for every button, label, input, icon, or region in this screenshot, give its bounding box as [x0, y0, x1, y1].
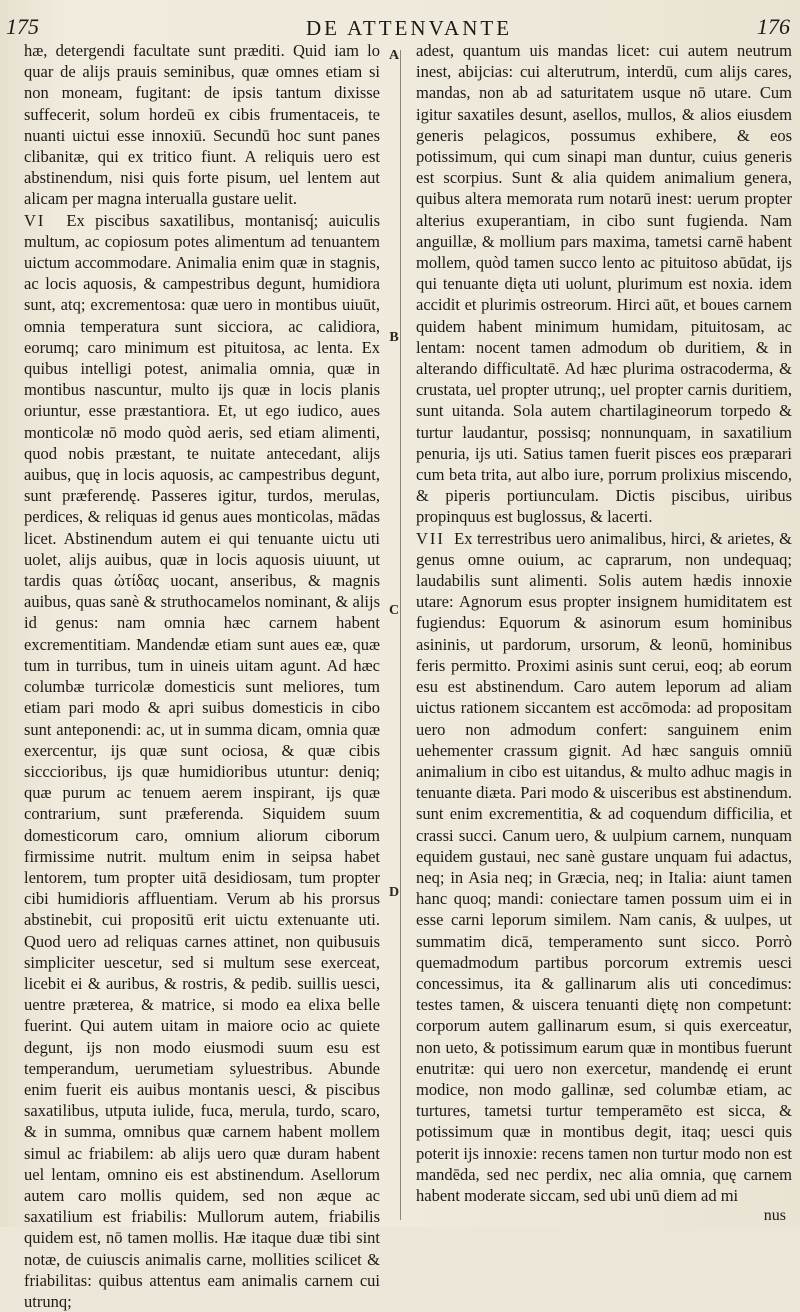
margin-marker-a: A — [388, 48, 400, 63]
center-gutter — [382, 40, 416, 1220]
running-title: DE ATTENVANTE — [306, 16, 513, 40]
margin-marker-d: D — [388, 885, 400, 900]
margin-marker-b: B — [389, 330, 399, 345]
right-paragraph-2 — [416, 528, 792, 1207]
right-column — [416, 40, 792, 1220]
margin-marker-c: C — [388, 603, 400, 618]
section-number-vii: VII — [416, 528, 445, 548]
right-paragraph-2-text: Ex terrestribus uero animalibus, hirci, & arietes, & genus omne ouium, ac caprarum, non undequaq; laudabilis sunt alimenti. Solis autem hædis innoxie utare: Agnorum esus propter insignem humiditatem est fugiendus: Equorum & asinorum esum hominibus asininis, ut pardorum, ursorum, & leonū, hominibus feris permitto. Proximi asinis sunt cerui, eoq; ab eorum esu est abstinendum. Caro autem leporum ad aliam uictus rationem siccantem est accōmoda: ad propositam uero non admodum confert: sanguinem enim uehementer crassum gignit. Ad hæc sanguis omniū animalium in cibo est uitandus, & multo adhuc magis in tenuante diæta. Pari modo & uisceribus est abstinendum. sunt enim excrementitia, & ad coquendum difficilia, et crassi succi. Canum uero, & uulpium carnem, nunquam equidem gustaui, nec sanè gustare unquam fui adactus, neq; in Asia neq; in Græcia, neq; in Italia: aiunt tamen hanc quoq; mandi: coniectare tamen possum uim ei in esse carni leporum similem. Nam canis, & uulpes, ut summatim dicā, temperamento sunt sicco. Porrò quemadmodum partibus porcorum extremis uesci concessimus, ita & gallinarum alis uti concedimus: testes tamen, & uiscera tenuanti diętę non competunt: corporum autem gallinarum esum, si quis exerceatur, non ueto, & potissimum earum quæ in montibus fuerunt enutritæ: qui uero non exercetur, mandendę ei erunt modice, non modo gallinæ, sed columbæ etiam, ac turtures, tametsi turtur temperamēto est sicca, & potissimum quæ in montibus degit, itaq; uesci quis poterit ijs innoxie: recens tamen non turtur modo non est mandēda, sed nec perdix, nec alia omnia, quę carnem habent moderate siccam, sed ubi unū diem ad mi — [416, 528, 792, 1205]
left-column — [24, 40, 380, 1311]
column-divider — [400, 50, 401, 1220]
section-number-vi: VI — [24, 210, 46, 230]
left-paragraph-1: hæ, detergendi facultate sunt præditi. Quid iam lo quar de alijs prauis seminibus, quæ omnes etiam si non moneam, fugitant: de ipsis tantum dixisse suffecerit, solum hordeū ex cibis frumentaceis, te nuanti uictui esse innoxiū. Secundū hoc sunt panes clibanitæ, qui ex tritico fiunt. A reliquis uero est abstinendum, nisi quis forte pisum, uel lentem aut alicam per magna interualla gustare uelit. — [24, 41, 380, 209]
running-header — [0, 0, 800, 40]
page-number-right: 176 — [757, 14, 790, 39]
catchword: nus — [763, 1207, 786, 1224]
right-paragraph-1: adest, quantum uis mandas licet: cui autem neutrum inest, abijcias: cui alterutrum, interdū, cum alijs cares, mandas, non ab ad saturitatem usque nō utare. Cum igitur saxatiles desunt, asellos, mullos, & alios eiusdem generis pelagicos, possumus exhibere, & eos potissimum, qui cum sinapi man duntur, cuius generis est scorpius. Sunt & alia quidem animalium genera, quibus altera memorata rum notarū inest: uerum propter alterius exuperantiam, in cibo sunt fugienda. Nam anguillæ, & mollium pars maxima, tametsi carnē habent mollem, quòd tamen succo lento ac pituitoso abūdat, ijs qui tenuante dięta uti uolunt, plurimum est noxia. idem accidit et plurimis ostreorum. Hirci aūt, et boues carnem quidem habent minimum humidam, pituitosam, ac lentam: nocent tamen admodum ob duritiem, & in alterando difficultatē. Ad hæc plurima ostracoderma, & crustata, uel propter utrunq;, uel propter carnis duritiem, sunt uitanda. Sola autem chartilagineorum torpedo & turtur laudantur, possisq; nonnunquam, in saxatilium penuria, ijs uti. Satius tamen fuerit pisces eos præparari cum beta trita, aut albo iure, porrum prolixius miscendo, & piperis portiunculam. Dictis piscibus, uiribus propinquus est buglossus, & lacerti. — [416, 41, 792, 527]
page-number-left: 175 — [6, 14, 39, 39]
left-paragraph-2-text: Ex piscibus saxatilibus, montanisq́; auiculis multum, ac copiosum potes alimentum ad tenuantem uictum accommodare. Animalia enim quæ in stagnis, ac locis aquosis, & campestribus degunt, humidiora sunt, atq; excrementosa: quæ uero in montibus uiuūt, omnia temperatura sunt sicciora, ac calidiora, eorumq; caro minimum est pituitosa, ac lenta. Ex quibus intelligi potest, animalia omnia, quæ in montibus nascuntur, multo ijs quæ in locis planis oriuntur, esse præstantiora. Et, ut ego iudico, aues monticolæ nō modo quòd aeris, sed etiam alimenti, quod nobis præstant, te nuitate antecedant, alijs auibus, quę in locis aquosis, ac campestribus degunt, sunt præferendę. Passeres igitur, turdos, merulas, perdices, & reliquas id genus aues monticolas, mādas licet. Abstinendum autem ei qui tenuante uictu uti uolet, alijs auibus, quæ in locis aquosis uiuunt, ut tardis quas ὠτίδας uocant, anseribus, & magnis auibus, quas sanè & struthocamelos nominant, & alijs id genus: nam omnia hæc carnem habent excrementitiam. Mandendæ etiam sunt aues eæ, quæ tum in turribus, tum in uineis uitam agunt. Ad hæc columbæ turricolæ domesticis sunt meliores, tum etiam pari modo & apri suibus domesticis in cibo sunt anteponendi: ac, ut in summa dicam, omnia quæ exercentur, ijs quæ sunt ociosa, & quæ cibis sicccioribus, ijs quæ humidioribus utuntur: deniq; quæ purum ac tenuem aerem inspirant, ijs quæ contrarium, sunt præferenda. Siquidem suum domesticorum caro, omnium aliorum ciborum firmissime nutrit. multum enim in seipsa habet lentorem, tum propter uitā desidiosam, tum propter cibi humidioris affluentiam. Verum ab his prorsus abstinebit, cui propositū erit uictu extenuante uti. Quod uero ad reliquas carnes attinet, non quibusuis simpliciter uescetur, sed si multum sese exerceat, licebit ei & auribus, & rostris, & pedib. suillis uesci, uentre præterea, & matrice, si modo ea elixa belle fuerint. Qui autem uitam in maiore ocio ac quiete degunt, ijs non modo eiusmodi suum esu est temperandum, uerumetiam syluestribus. Abunde enim fuerit eis auibus montanis uesci, & piscibus saxatilibus, utputa iulide, fuca, merula, turdo, scaro, & in summa, omnibus quæ carnem habent mollem simul ac friabilem: ab alijs uero quæ duram habent uel lentam, omnino eis est abstinendum. Asellorum autem caro mollis quidem, sed non æque ac saxatilium est friabilis: Mullorum autem, friabilis quidem est, nō tamen mollis. Hæ itaque duæ tibi sint notæ, de cuiuscis animalis carne, mollities scilicet & friabilitas: quibus attentus eam animalis carnem cui utrunq; — [24, 210, 380, 1311]
left-paragraph-2 — [24, 210, 380, 1312]
